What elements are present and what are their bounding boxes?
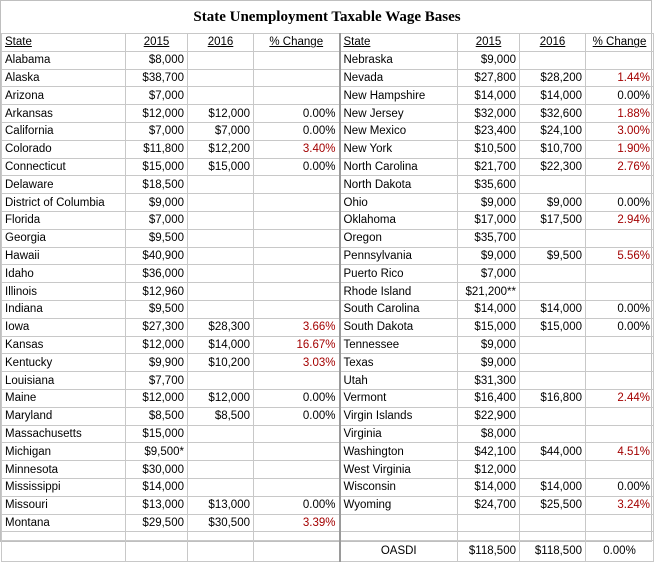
wage-2016-cell — [188, 229, 254, 247]
change-cell — [254, 211, 340, 229]
wage-2016-cell — [188, 194, 254, 212]
wage-2016-cell: $30,500 — [188, 514, 254, 532]
header-change-left: % Change — [254, 34, 340, 52]
wage-2015-cell: $12,000 — [126, 105, 188, 123]
wage-2015-cell: $15,000 — [126, 425, 188, 443]
state-name-cell: Oregon — [340, 229, 458, 247]
wage-2015-cell: $15,000 — [458, 318, 520, 336]
state-name-cell: Nevada — [340, 69, 458, 87]
state-name-cell: Massachusetts — [2, 425, 126, 443]
wage-2016-cell — [188, 69, 254, 87]
wage-2015-cell: $35,700 — [458, 229, 520, 247]
change-cell: 5.56% — [586, 247, 654, 265]
change-cell — [254, 300, 340, 318]
change-cell: 16.67% — [254, 336, 340, 354]
wage-2016-cell — [520, 514, 586, 532]
wage-2015-cell: $12,000 — [458, 461, 520, 479]
wage-2016-cell: $9,500 — [520, 247, 586, 265]
wage-2016-cell — [520, 407, 586, 425]
change-cell: 0.00% — [586, 318, 654, 336]
change-cell — [586, 425, 654, 443]
wage-2016-cell — [520, 336, 586, 354]
table-row — [2, 69, 654, 87]
change-cell — [586, 407, 654, 425]
change-cell — [586, 265, 654, 283]
change-cell — [254, 176, 340, 194]
wage-2016-cell: $9,000 — [520, 194, 586, 212]
state-name-cell: District of Columbia — [2, 194, 126, 212]
wage-2016-cell: $15,000 — [520, 318, 586, 336]
wage-2015-cell: $10,500 — [458, 140, 520, 158]
wage-2016-cell: $12,000 — [188, 105, 254, 123]
state-name-cell: South Dakota — [340, 318, 458, 336]
wage-2015-cell: $17,000 — [458, 211, 520, 229]
wage-2016-cell: $14,000 — [520, 478, 586, 496]
wage-2016-cell: $12,200 — [188, 140, 254, 158]
table-row — [2, 122, 654, 140]
change-cell: 3.03% — [254, 354, 340, 372]
wage-2016-cell — [520, 354, 586, 372]
table-row — [2, 229, 654, 247]
wage-2016-cell: $32,600 — [520, 105, 586, 123]
oasdi-2016: $118,500 — [520, 541, 586, 562]
state-name-cell: Indiana — [2, 300, 126, 318]
wage-2015-cell: $9,500 — [126, 300, 188, 318]
change-cell: 0.00% — [254, 105, 340, 123]
change-cell: 0.00% — [254, 158, 340, 176]
state-name-cell: California — [2, 122, 126, 140]
wage-2015-cell: $40,900 — [126, 247, 188, 265]
wage-2016-cell — [188, 372, 254, 390]
state-name-cell: Alabama — [2, 51, 126, 69]
state-name-cell: Kentucky — [2, 354, 126, 372]
change-cell — [586, 372, 654, 390]
state-name-cell: Montana — [2, 514, 126, 532]
wage-2015-cell: $7,000 — [126, 211, 188, 229]
wage-2015-cell: $12,960 — [126, 283, 188, 301]
change-cell: 0.00% — [254, 389, 340, 407]
wage-2015-cell: $8,000 — [126, 51, 188, 69]
table-row — [2, 247, 654, 265]
change-cell — [586, 51, 654, 69]
table-row — [2, 389, 654, 407]
spacer-row — [2, 532, 654, 541]
wage-2016-cell — [188, 265, 254, 283]
change-cell — [254, 265, 340, 283]
wage-2015-cell: $21,700 — [458, 158, 520, 176]
change-cell: 0.00% — [586, 87, 654, 105]
change-cell — [586, 229, 654, 247]
table-row — [2, 51, 654, 69]
table-row — [2, 336, 654, 354]
change-cell — [586, 461, 654, 479]
change-cell: 0.00% — [254, 407, 340, 425]
wage-2015-cell: $35,600 — [458, 176, 520, 194]
wage-2016-cell — [188, 443, 254, 461]
table-row — [2, 194, 654, 212]
table-row — [2, 354, 654, 372]
header-2015-right: 2015 — [458, 34, 520, 52]
table-row — [2, 283, 654, 301]
wage-2016-cell: $12,000 — [188, 389, 254, 407]
wage-2015-cell: $14,000 — [126, 478, 188, 496]
wage-2016-cell: $16,800 — [520, 389, 586, 407]
page-title: State Unemployment Taxable Wage Bases — [193, 9, 461, 25]
state-name-cell: Iowa — [2, 318, 126, 336]
table-row — [2, 443, 654, 461]
change-cell — [254, 194, 340, 212]
state-name-cell: Vermont — [340, 389, 458, 407]
change-cell: 3.40% — [254, 140, 340, 158]
state-name-cell: Illinois — [2, 283, 126, 301]
wage-2015-cell: $18,500 — [126, 176, 188, 194]
wage-2015-cell: $7,000 — [126, 122, 188, 140]
header-state-right: State — [340, 34, 458, 52]
wage-2016-cell — [520, 176, 586, 194]
table-row — [2, 265, 654, 283]
state-name-cell: Puerto Rico — [340, 265, 458, 283]
wage-2015-cell: $9,000 — [458, 51, 520, 69]
state-name-cell: Kansas — [2, 336, 126, 354]
wage-2016-cell — [520, 372, 586, 390]
wage-2016-cell — [188, 425, 254, 443]
oasdi-2015: $118,500 — [458, 541, 520, 562]
change-cell — [254, 51, 340, 69]
wage-2016-cell: $24,100 — [520, 122, 586, 140]
wage-2015-cell: $27,800 — [458, 69, 520, 87]
table-row — [2, 425, 654, 443]
wage-2015-cell: $7,000 — [126, 87, 188, 105]
wage-2015-cell: $14,000 — [458, 87, 520, 105]
state-name-cell: Georgia — [2, 229, 126, 247]
wage-2016-cell — [188, 283, 254, 301]
wage-2016-cell: $17,500 — [520, 211, 586, 229]
wage-2016-cell: $14,000 — [520, 300, 586, 318]
header-state-left: State — [2, 34, 126, 52]
state-name-cell: Tennessee — [340, 336, 458, 354]
wage-2015-cell: $30,000 — [126, 461, 188, 479]
table-row — [2, 496, 654, 514]
wage-2016-cell — [520, 265, 586, 283]
wage-2016-cell — [188, 87, 254, 105]
table-row — [2, 514, 654, 532]
wage-2015-cell: $14,000 — [458, 478, 520, 496]
wage-2015-cell: $9,000 — [458, 194, 520, 212]
change-cell — [254, 478, 340, 496]
state-name-cell: Maryland — [2, 407, 126, 425]
table-body — [2, 51, 654, 532]
state-name-cell: Washington — [340, 443, 458, 461]
state-name-cell: Hawaii — [2, 247, 126, 265]
wage-2015-cell: $24,700 — [458, 496, 520, 514]
change-cell — [254, 443, 340, 461]
wage-2016-cell — [520, 425, 586, 443]
change-cell — [254, 69, 340, 87]
state-name-cell — [340, 514, 458, 532]
wage-2015-cell — [458, 514, 520, 532]
change-cell: 0.00% — [586, 478, 654, 496]
wage-2015-cell: $32,000 — [458, 105, 520, 123]
header-2016-right: 2016 — [520, 34, 586, 52]
table-row — [2, 140, 654, 158]
state-name-cell: Maine — [2, 389, 126, 407]
header-2016-left: 2016 — [188, 34, 254, 52]
state-name-cell: Missouri — [2, 496, 126, 514]
state-name-cell: Texas — [340, 354, 458, 372]
change-cell — [254, 372, 340, 390]
wage-2016-cell: $44,000 — [520, 443, 586, 461]
state-name-cell: Arizona — [2, 87, 126, 105]
wage-2016-cell: $14,000 — [520, 87, 586, 105]
wage-2016-cell — [520, 51, 586, 69]
wage-2015-cell: $21,200** — [458, 283, 520, 301]
wage-2015-cell: $8,500 — [126, 407, 188, 425]
wage-2016-cell — [188, 478, 254, 496]
wage-2015-cell: $29,500 — [126, 514, 188, 532]
change-cell — [254, 461, 340, 479]
wage-2015-cell: $9,000 — [458, 354, 520, 372]
wage-2015-cell: $42,100 — [458, 443, 520, 461]
change-cell: 1.88% — [586, 105, 654, 123]
state-name-cell: Nebraska — [340, 51, 458, 69]
header-row — [2, 34, 654, 52]
table-row — [2, 372, 654, 390]
state-name-cell: Virginia — [340, 425, 458, 443]
wage-2015-cell: $11,800 — [126, 140, 188, 158]
state-name-cell: Ohio — [340, 194, 458, 212]
oasdi-label: OASDI — [340, 541, 458, 562]
state-name-cell: Mississippi — [2, 478, 126, 496]
change-cell: 2.44% — [586, 389, 654, 407]
wage-2015-cell: $12,000 — [126, 389, 188, 407]
change-cell — [586, 514, 654, 532]
wage-2015-cell: $9,000 — [458, 336, 520, 354]
state-name-cell: New Hampshire — [340, 87, 458, 105]
change-cell: 3.66% — [254, 318, 340, 336]
table-row — [2, 300, 654, 318]
state-name-cell: Delaware — [2, 176, 126, 194]
wage-2016-cell: $14,000 — [188, 336, 254, 354]
state-name-cell: Oklahoma — [340, 211, 458, 229]
state-name-cell: North Carolina — [340, 158, 458, 176]
state-name-cell: Michigan — [2, 443, 126, 461]
wage-2015-cell: $31,300 — [458, 372, 520, 390]
state-name-cell: Alaska — [2, 69, 126, 87]
wage-2015-cell: $38,700 — [126, 69, 188, 87]
wage-2015-cell: $7,700 — [126, 372, 188, 390]
table-row — [2, 87, 654, 105]
state-name-cell: Virgin Islands — [340, 407, 458, 425]
wage-2015-cell: $9,500* — [126, 443, 188, 461]
state-name-cell: Arkansas — [2, 105, 126, 123]
change-cell: 2.76% — [586, 158, 654, 176]
change-cell: 0.00% — [586, 300, 654, 318]
state-name-cell: Connecticut — [2, 158, 126, 176]
state-name-cell: West Virginia — [340, 461, 458, 479]
state-name-cell: South Carolina — [340, 300, 458, 318]
state-name-cell: Florida — [2, 211, 126, 229]
table-row — [2, 461, 654, 479]
wage-2015-cell: $9,500 — [126, 229, 188, 247]
wage-2016-cell: $8,500 — [188, 407, 254, 425]
wage-base-table — [1, 33, 654, 562]
change-cell: 3.24% — [586, 496, 654, 514]
wage-2016-cell — [520, 283, 586, 301]
wage-2015-cell: $22,900 — [458, 407, 520, 425]
wage-2016-cell: $13,000 — [188, 496, 254, 514]
state-name-cell: New York — [340, 140, 458, 158]
change-cell — [254, 425, 340, 443]
table-row — [2, 478, 654, 496]
change-cell: 0.00% — [254, 122, 340, 140]
change-cell: 1.90% — [586, 140, 654, 158]
header-change-right: % Change — [586, 34, 654, 52]
state-name-cell: Rhode Island — [340, 283, 458, 301]
state-name-cell: Utah — [340, 372, 458, 390]
wage-2016-cell: $7,000 — [188, 122, 254, 140]
wage-2015-cell: $16,400 — [458, 389, 520, 407]
wage-2015-cell: $27,300 — [126, 318, 188, 336]
wage-2016-cell — [188, 176, 254, 194]
oasdi-change: 0.00% — [586, 541, 654, 562]
state-name-cell: Louisiana — [2, 372, 126, 390]
change-cell: 2.94% — [586, 211, 654, 229]
wage-2015-cell: $9,000 — [458, 247, 520, 265]
change-cell: 0.00% — [586, 194, 654, 212]
change-cell: 3.00% — [586, 122, 654, 140]
state-name-cell: North Dakota — [340, 176, 458, 194]
change-cell — [586, 176, 654, 194]
state-name-cell: Wyoming — [340, 496, 458, 514]
change-cell — [254, 87, 340, 105]
wage-2016-cell: $28,300 — [188, 318, 254, 336]
change-cell: 4.51% — [586, 443, 654, 461]
change-cell — [254, 283, 340, 301]
wage-2015-cell: $8,000 — [458, 425, 520, 443]
wage-2015-cell: $14,000 — [458, 300, 520, 318]
table-row — [2, 407, 654, 425]
state-name-cell: New Mexico — [340, 122, 458, 140]
wage-2016-cell — [188, 211, 254, 229]
wage-2016-cell — [188, 51, 254, 69]
wage-2016-cell: $25,500 — [520, 496, 586, 514]
wage-2016-cell — [188, 461, 254, 479]
change-cell: 1.44% — [586, 69, 654, 87]
wage-2016-cell — [520, 461, 586, 479]
wage-2016-cell — [188, 300, 254, 318]
change-cell — [254, 229, 340, 247]
wage-2016-cell: $22,300 — [520, 158, 586, 176]
wage-2015-cell: $36,000 — [126, 265, 188, 283]
wage-2015-cell: $9,900 — [126, 354, 188, 372]
state-name-cell: Colorado — [2, 140, 126, 158]
state-name-cell: Minnesota — [2, 461, 126, 479]
change-cell — [586, 336, 654, 354]
wage-2015-cell: $13,000 — [126, 496, 188, 514]
state-name-cell: Pennsylvania — [340, 247, 458, 265]
wage-2015-cell: $15,000 — [126, 158, 188, 176]
wage-2015-cell: $9,000 — [126, 194, 188, 212]
change-cell: 0.00% — [254, 496, 340, 514]
wage-2016-cell: $10,200 — [188, 354, 254, 372]
table-row — [2, 211, 654, 229]
state-name-cell: Wisconsin — [340, 478, 458, 496]
wage-2015-cell: $7,000 — [458, 265, 520, 283]
wage-2016-cell: $15,000 — [188, 158, 254, 176]
wage-2016-cell: $10,700 — [520, 140, 586, 158]
wage-2015-cell: $12,000 — [126, 336, 188, 354]
table-row — [2, 318, 654, 336]
table-row — [2, 158, 654, 176]
table-row — [2, 105, 654, 123]
header-2015-left: 2015 — [126, 34, 188, 52]
wage-2016-cell — [520, 229, 586, 247]
wage-2016-cell: $28,200 — [520, 69, 586, 87]
wage-2015-cell: $23,400 — [458, 122, 520, 140]
change-cell — [586, 283, 654, 301]
wage-2016-cell — [188, 247, 254, 265]
table-row — [2, 176, 654, 194]
change-cell: 3.39% — [254, 514, 340, 532]
change-cell — [586, 354, 654, 372]
state-name-cell: Idaho — [2, 265, 126, 283]
change-cell — [254, 247, 340, 265]
state-name-cell: New Jersey — [340, 105, 458, 123]
